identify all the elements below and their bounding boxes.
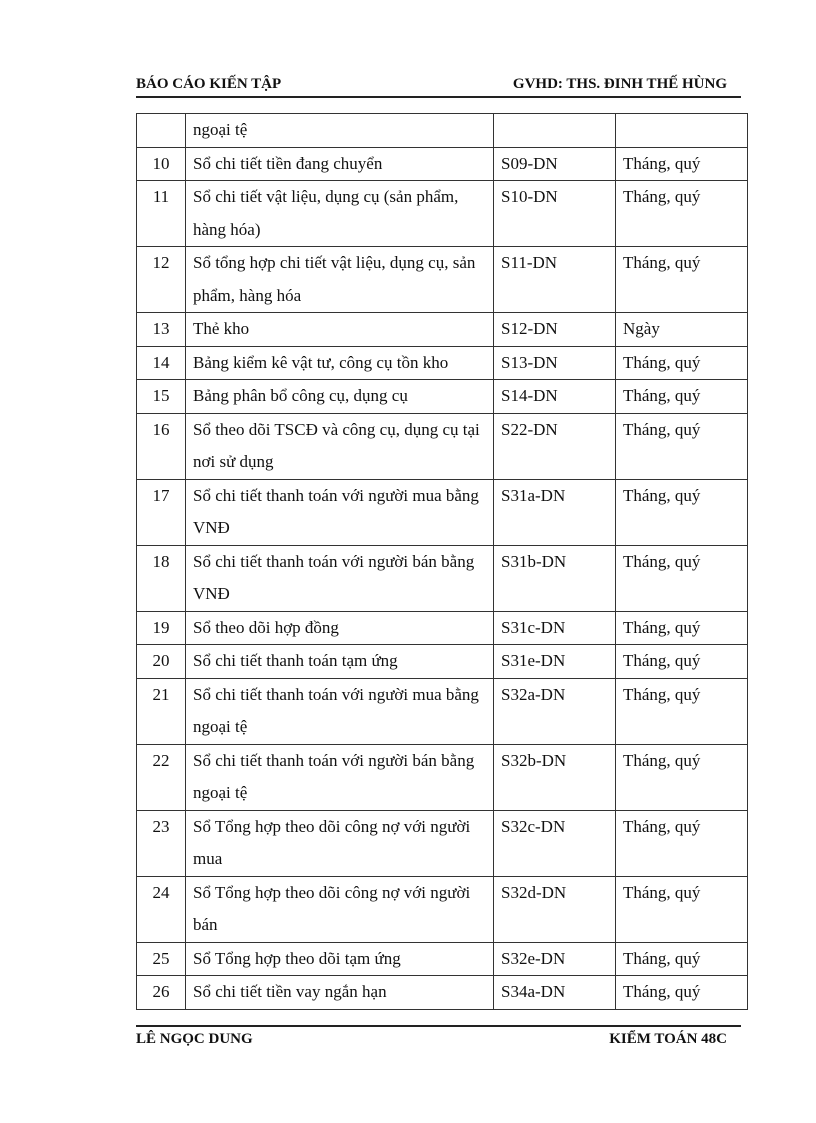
form-code: S32b-DN [494, 744, 616, 810]
table-row [137, 313, 748, 347]
recording-period: Tháng, quý [616, 380, 748, 414]
row-number: 16 [137, 413, 186, 479]
row-number: 12 [137, 247, 186, 313]
ledger-table-body [137, 114, 748, 1010]
page-header [136, 74, 741, 98]
table-row [137, 114, 748, 148]
recording-period: Tháng, quý [616, 479, 748, 545]
table-row [137, 645, 748, 679]
recording-period: Tháng, quý [616, 147, 748, 181]
form-code: S34a-DN [494, 976, 616, 1010]
form-code: S10-DN [494, 181, 616, 247]
ledger-name: Sổ theo dõi hợp đồng [186, 611, 494, 645]
ledger-name: Sổ chi tiết thanh toán với người bán bằng ngoại tệ [186, 744, 494, 810]
ledger-name: Sổ chi tiết tiền đang chuyển [186, 147, 494, 181]
row-number: 22 [137, 744, 186, 810]
row-number: 10 [137, 147, 186, 181]
form-code: S31c-DN [494, 611, 616, 645]
form-code: S32e-DN [494, 942, 616, 976]
ledger-name: Sổ tổng hợp chi tiết vật liệu, dụng cụ, sản phẩm, hàng hóa [186, 247, 494, 313]
author-name: LÊ NGỌC DUNG [136, 1031, 253, 1047]
recording-period [616, 114, 748, 148]
form-code: S32d-DN [494, 876, 616, 942]
form-code: S31e-DN [494, 645, 616, 679]
recording-period: Tháng, quý [616, 876, 748, 942]
table-row [137, 380, 748, 414]
table-row [137, 545, 748, 611]
recording-period: Tháng, quý [616, 413, 748, 479]
form-code: S31a-DN [494, 479, 616, 545]
row-number: 21 [137, 678, 186, 744]
report-title: BÁO CÁO KIẾN TẬP [136, 76, 282, 92]
ledger-name: Bảng phân bổ công cụ, dụng cụ [186, 380, 494, 414]
table-row [137, 611, 748, 645]
ledger-table [136, 113, 748, 1010]
row-number: 17 [137, 479, 186, 545]
table-row [137, 678, 748, 744]
row-number: 20 [137, 645, 186, 679]
recording-period: Tháng, quý [616, 545, 748, 611]
row-number: 11 [137, 181, 186, 247]
row-number: 24 [137, 876, 186, 942]
ledger-name: Sổ Tổng hợp theo dõi công nợ với người bán [186, 876, 494, 942]
ledger-name: Sổ theo dõi TSCĐ và công cụ, dụng cụ tại nơi sử dụng [186, 413, 494, 479]
recording-period: Ngày [616, 313, 748, 347]
form-code: S09-DN [494, 147, 616, 181]
recording-period: Tháng, quý [616, 678, 748, 744]
ledger-name: Sổ Tổng hợp theo dõi công nợ với người mua [186, 810, 494, 876]
row-number [137, 114, 186, 148]
ledger-name: Thẻ kho [186, 313, 494, 347]
table-row [137, 346, 748, 380]
row-number: 15 [137, 380, 186, 414]
ledger-name: Sổ chi tiết tiền vay ngắn hạn [186, 976, 494, 1010]
form-code: S31b-DN [494, 545, 616, 611]
ledger-name: Sổ chi tiết thanh toán với người bán bằng VNĐ [186, 545, 494, 611]
row-number: 18 [137, 545, 186, 611]
table-row [137, 247, 748, 313]
row-number: 25 [137, 942, 186, 976]
form-code: S13-DN [494, 346, 616, 380]
table-row [137, 181, 748, 247]
ledger-name: Sổ chi tiết thanh toán tạm ứng [186, 645, 494, 679]
recording-period: Tháng, quý [616, 942, 748, 976]
table-row [137, 147, 748, 181]
table-row [137, 976, 748, 1010]
row-number: 19 [137, 611, 186, 645]
recording-period: Tháng, quý [616, 346, 748, 380]
ledger-name: Sổ chi tiết vật liệu, dụng cụ (sản phẩm, hàng hóa) [186, 181, 494, 247]
table-row [137, 942, 748, 976]
recording-period: Tháng, quý [616, 976, 748, 1010]
form-code: S14-DN [494, 380, 616, 414]
row-number: 13 [137, 313, 186, 347]
ledger-name: Bảng kiểm kê vật tư, công cụ tồn kho [186, 346, 494, 380]
ledger-name: ngoại tệ [186, 114, 494, 148]
class-name: KIỂM TOÁN 48C [609, 1031, 727, 1047]
ledger-name: Sổ chi tiết thanh toán với người mua bằng ngoại tệ [186, 678, 494, 744]
ledger-name: Sổ chi tiết thanh toán với người mua bằng VNĐ [186, 479, 494, 545]
form-code: S22-DN [494, 413, 616, 479]
instructor-name: GVHD: THS. ĐINH THẾ HÙNG [512, 76, 727, 92]
form-code: S12-DN [494, 313, 616, 347]
page-footer [136, 1025, 741, 1057]
ledger-name: Sổ Tổng hợp theo dõi tạm ứng [186, 942, 494, 976]
recording-period: Tháng, quý [616, 810, 748, 876]
form-code: S32c-DN [494, 810, 616, 876]
table-row [137, 413, 748, 479]
table-row [137, 876, 748, 942]
recording-period: Tháng, quý [616, 744, 748, 810]
recording-period: Tháng, quý [616, 247, 748, 313]
row-number: 14 [137, 346, 186, 380]
recording-period: Tháng, quý [616, 181, 748, 247]
table-row [137, 479, 748, 545]
table-row [137, 810, 748, 876]
form-code: S32a-DN [494, 678, 616, 744]
row-number: 26 [137, 976, 186, 1010]
recording-period: Tháng, quý [616, 611, 748, 645]
form-code [494, 114, 616, 148]
form-code: S11-DN [494, 247, 616, 313]
recording-period: Tháng, quý [616, 645, 748, 679]
row-number: 23 [137, 810, 186, 876]
table-row [137, 744, 748, 810]
